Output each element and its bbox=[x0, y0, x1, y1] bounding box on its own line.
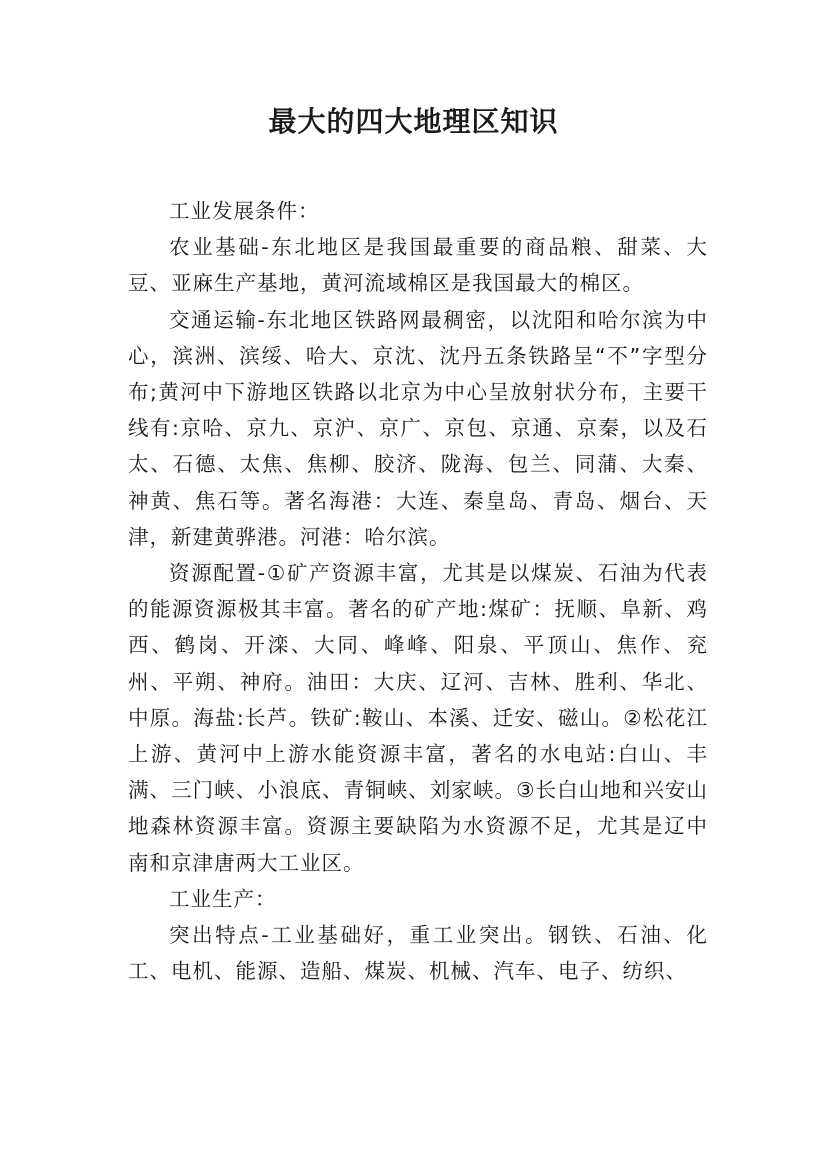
paragraph-agriculture-basis: 农业基础-东北地区是我国最重要的商品粮、甜菜、大豆、亚麻生产基地，黄河流域棉区是我国最大的棉区。 bbox=[128, 235, 708, 296]
paragraph-industry-conditions-heading: 工业发展条件： bbox=[169, 199, 320, 223]
document-title: 最大的四大地理区知识 bbox=[268, 105, 559, 138]
paragraph-transportation: 交通运输-东北地区铁路网最稠密，以沈阳和哈尔滨为中心，滨洲、滨绥、哈大、京沈、沈丹五条铁路呈“不”字型分布;黄河中下游地区铁路以北京为中心呈放射状分布，主要干线有:京哈、京九、京沪、京广、京包、京通、京秦，以及石太、石德、太焦、焦柳、胶济、陇海、包兰、同蒲、大秦、神黄、焦石等。著名海港：大连、秦皇岛、青岛、烟台、天津，新建黄骅港。河港：哈尔滨。 bbox=[128, 307, 708, 549]
paragraph-resource-allocation: 资源配置-①矿产资源丰富，尤其是以煤炭、石油为代表的能源资源极其丰富。著名的矿产地:煤矿：抚顺、阜新、鸡西、鹤岗、开滦、大同、峰峰、阳泉、平顶山、焦作、兖州、平朔、神府。油田：大庆、辽河、吉林、胜利、华北、中原。海盐:长芦。铁矿:鞍山、本溪、迁安、磁山。②松花江上游、黄河中上游水能资源丰富，著名的水电站:白山、丰满、三门峡、小浪底、青铜峡、刘家峡。③长白山地和兴安山地森林资源丰富。资源主要缺陷为水资源不足，尤其是辽中南和京津唐两大工业区。 bbox=[128, 561, 708, 875]
document-body bbox=[128, 193, 708, 989]
paragraph-industrial-production-heading: 工业生产： bbox=[169, 886, 277, 911]
paragraph-key-features: 突出特点-工业基础好，重工业突出。钢铁、石油、化工、电机、能源、造船、煤炭、机械、汽车、电子、纺织、 bbox=[128, 923, 708, 984]
